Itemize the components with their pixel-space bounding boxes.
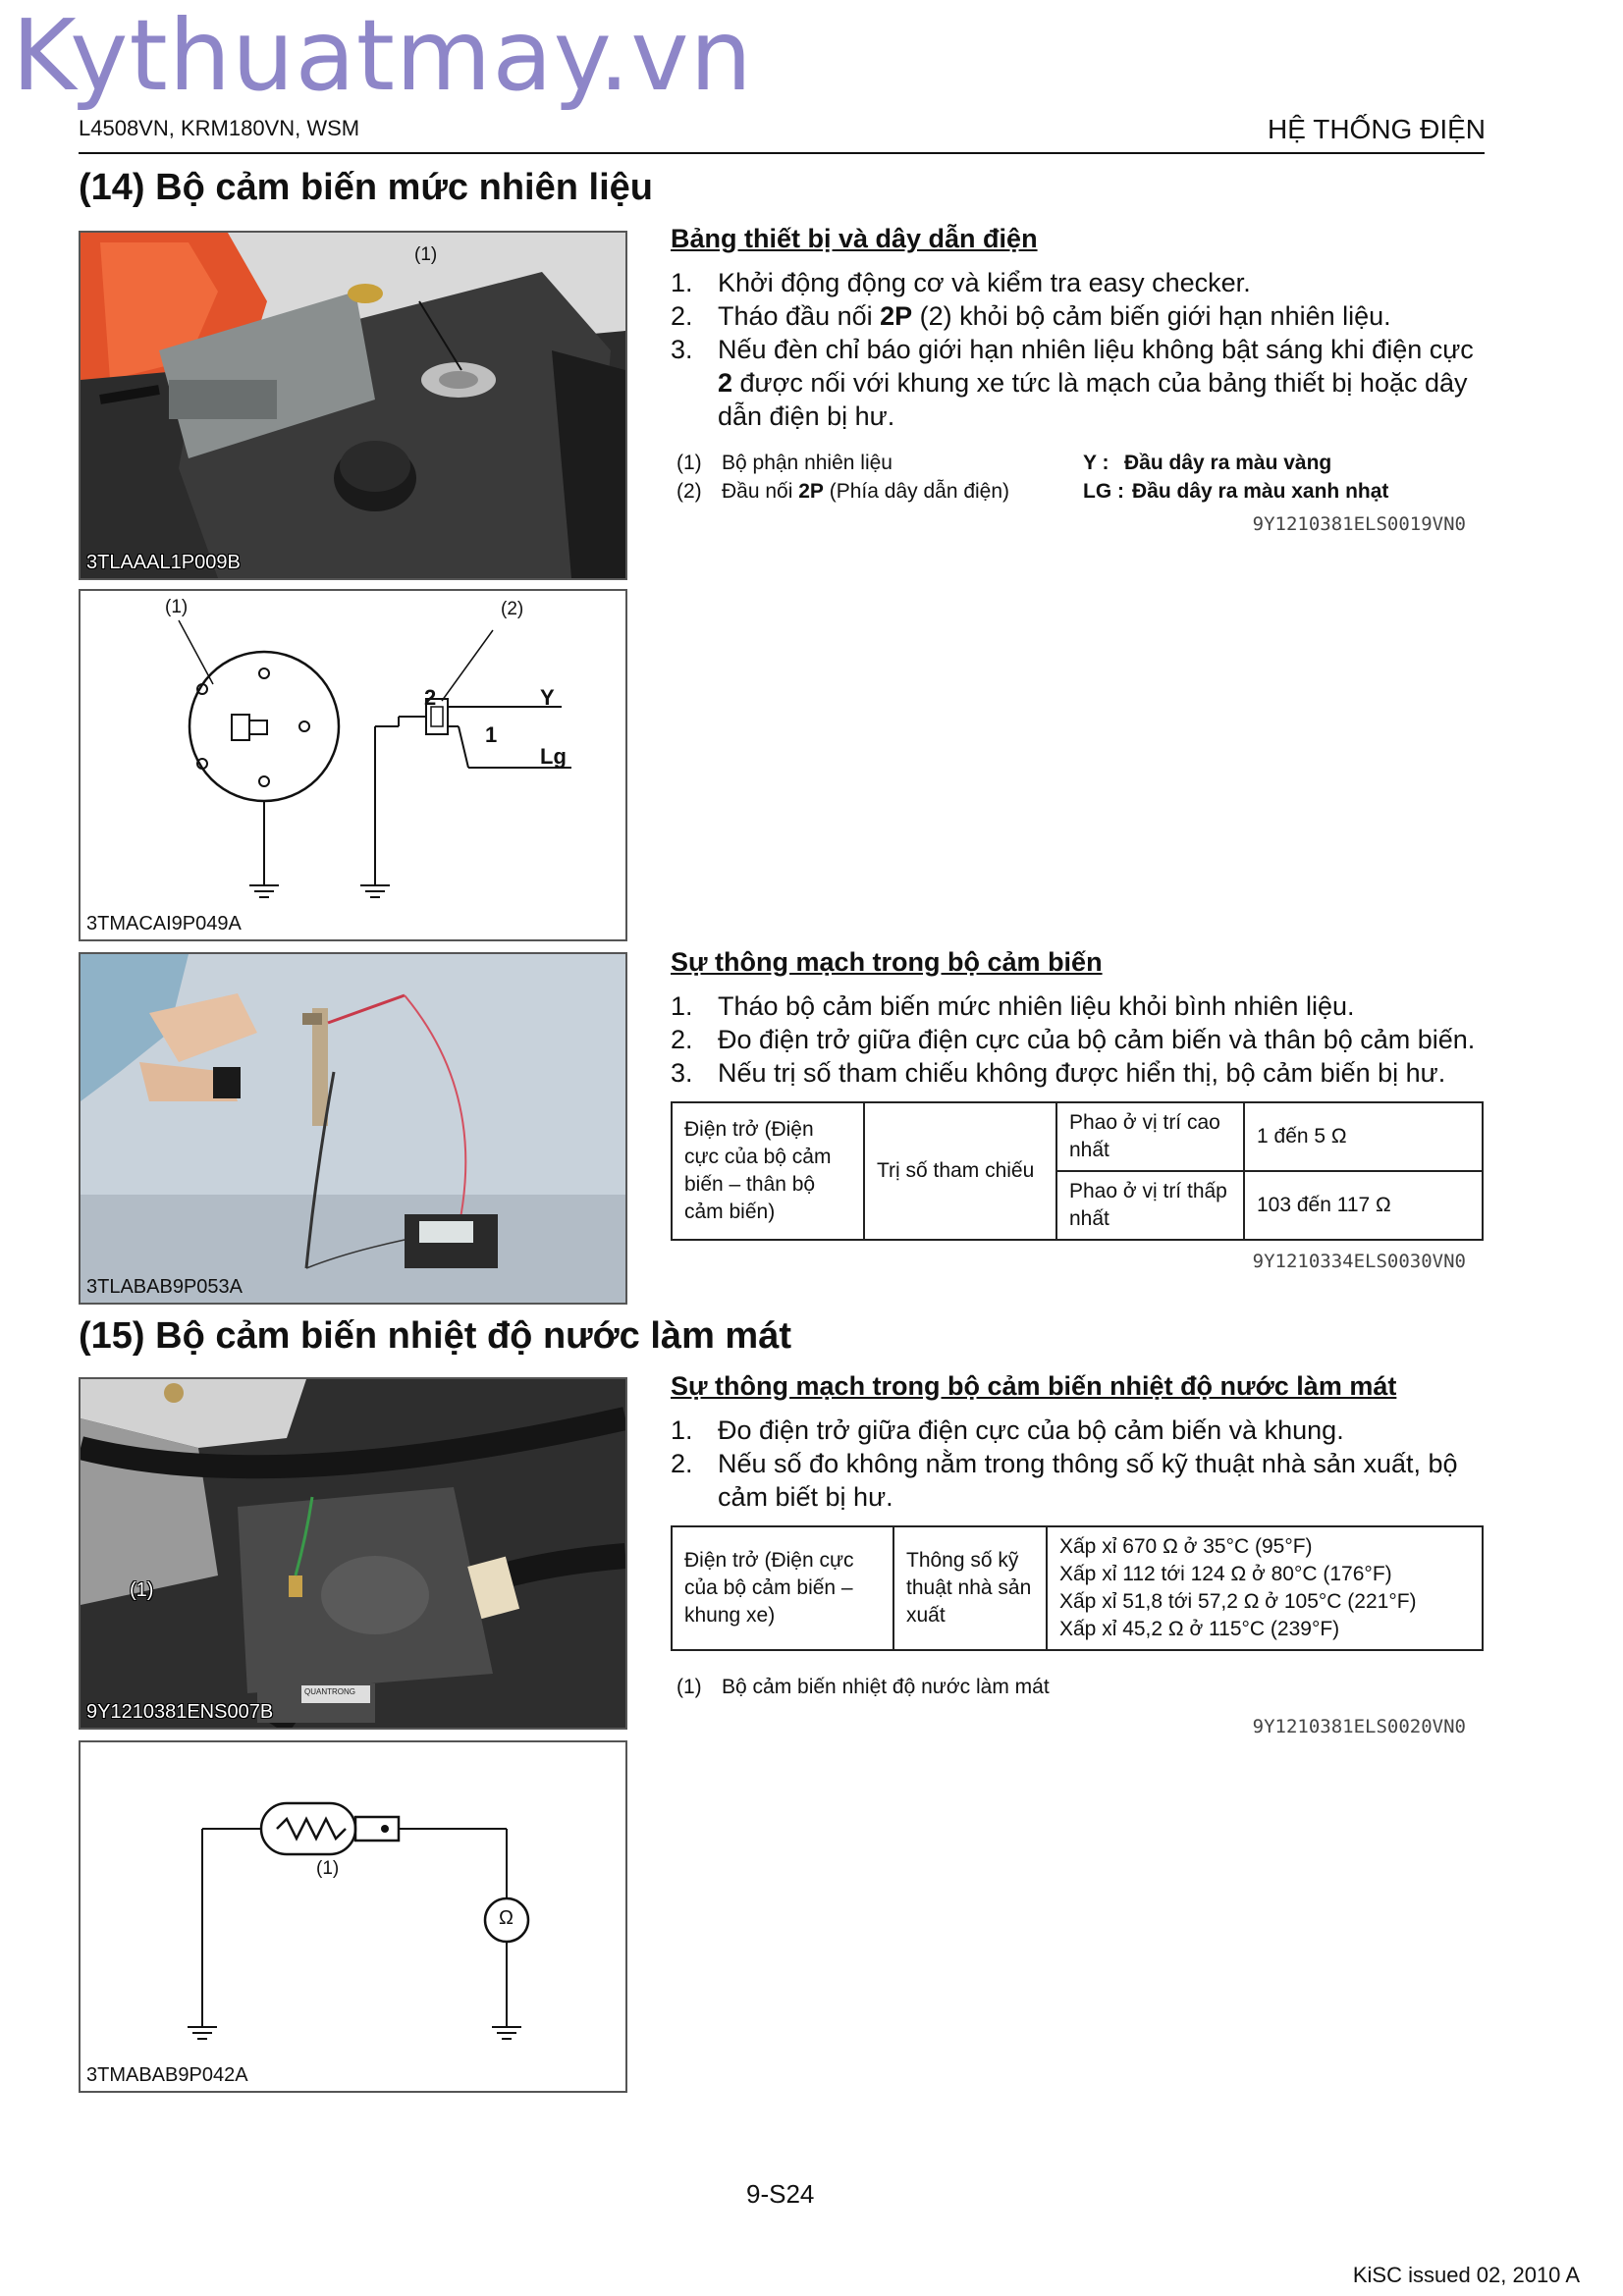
measurement-illustration (81, 954, 625, 1303)
spec-value: Xấp xỉ 670 Ω ở 35°C (95°F) (1059, 1535, 1313, 1558)
fuel-tank-callout-1: (1) (414, 244, 438, 265)
subsection-heading: Sự thông mạch trong bộ cảm biến (671, 947, 1103, 977)
step-item: 2. Tháo đầu nối 2P (2) khỏi bộ cảm biến giới hạn nhiên liệu. (671, 301, 1391, 331)
figure-legend (671, 449, 1486, 507)
coolant-sensor-schematic (79, 1740, 627, 2093)
coolant-sensor-photo (79, 1377, 627, 1730)
header-models: L4508VN, KRM180VN, WSM (79, 116, 360, 140)
issue-note: KiSC issued 02, 2010 A (1352, 2263, 1580, 2287)
legend-item: Bộ cảm biến nhiệt độ nước làm mát (722, 1676, 1050, 1698)
figure-code: 3TMABAB9P042A (86, 2064, 248, 2086)
step-item: 3. Nếu trị số tham chiếu không được hiển thị, bộ cảm biến bị hư. (671, 1058, 1446, 1088)
spec-value: Xấp xỉ 45,2 Ω ở 115°C (239°F) (1059, 1618, 1340, 1640)
coolant-sensor-illustration (81, 1379, 625, 1728)
step-item: 2. Đo điện trở giữa điện cực của bộ cảm biến và thân bộ cảm biến. (671, 1025, 1476, 1054)
step-item: 1. Khởi động động cơ và kiểm tra easy checker. (671, 268, 1251, 297)
fuel-sensor-wiring-diagram (79, 589, 627, 941)
table-cell: Điện trở (Điện cực của bộ cảm biến – khung xe) (672, 1526, 893, 1650)
table-cell: Trị số tham chiếu (864, 1102, 1056, 1240)
table-cell (1047, 1526, 1483, 1650)
coolant-sensor-circuit (81, 1742, 625, 2091)
wire-y-label: Y (540, 685, 555, 710)
figure-code: 9Y1210381ENS007B (86, 1701, 274, 1723)
header-rule (79, 152, 1485, 154)
table-cell: Điện trở (Điện cực của bộ cảm biến – thân bộ cảm biến) (672, 1102, 864, 1240)
fuel-tank-illustration (81, 233, 625, 578)
coolant-continuity-steps (671, 1414, 1486, 1514)
step-item: 3. Nếu đèn chỉ báo giới hạn nhiên liệu không bật sáng khi điện cực 2 được nối với khung xe tức là mạch của bảng thiết bị hoặc dây dẫn điện bị hư. (671, 335, 1474, 431)
step-item: 1. Tháo bộ cảm biến mức nhiên liệu khỏi bình nhiên liệu. (671, 991, 1355, 1021)
document-code: 9Y1210381ELS0019VN0 (1252, 513, 1466, 535)
legend-number: (1) (676, 452, 702, 474)
table-cell: Phao ở vị trí cao nhất (1056, 1102, 1244, 1171)
spec-value: Xấp xỉ 112 tới 124 Ω ở 80°C (176°F) (1059, 1563, 1392, 1585)
sensor-continuity-steps (671, 989, 1486, 1090)
wiring-callout-1: (1) (165, 597, 189, 617)
section-14-title: (14) Bộ cảm biến mức nhiên liệu (79, 167, 653, 208)
table-cell: Phao ở vị trí thấp nhất (1056, 1171, 1244, 1240)
legend-number: (1) (676, 1676, 702, 1698)
figure-code: 3TLABAB9P053A (86, 1276, 243, 1298)
legend-key: LG : (1083, 480, 1124, 503)
figure-legend (671, 1673, 1486, 1702)
sensor-continuity-block (671, 947, 1486, 1272)
document-code: 9Y1210381ELS0020VN0 (1252, 1716, 1466, 1737)
legend-number: (2) (676, 480, 702, 503)
table-cell: 1 đến 5 Ω (1244, 1102, 1483, 1171)
legend-item: Bộ phận nhiên liệu (722, 452, 893, 474)
ohmmeter-symbol: Ω (499, 1907, 514, 1929)
watermark-text: Kythuatmay.vn (12, 0, 753, 113)
sensor-tag-label: QUANTRONG (304, 1687, 355, 1696)
wire-lg-label: Lg (540, 744, 567, 769)
legend-item: Đầu dây ra màu vàng (1124, 452, 1332, 474)
sensor-measurement-photo (79, 952, 627, 1305)
spec-value: Xấp xỉ 51,8 tới 57,2 Ω ở 105°C (221°F) (1059, 1590, 1417, 1613)
table-cell: Thông số kỹ thuật nhà sản xuất (893, 1526, 1047, 1650)
subsection-heading: Sự thông mạch trong bộ cảm biến nhiệt độ nước làm mát (671, 1371, 1397, 1401)
legend-item: Đầu dây ra màu xanh nhạt (1132, 480, 1389, 503)
page-number: 9-S24 (746, 2179, 815, 2209)
terminal-1-label: 1 (485, 722, 498, 747)
table-cell: 103 đến 117 Ω (1244, 1171, 1483, 1240)
subsection-heading: Bảng thiết bị và dây dẫn điện (671, 224, 1038, 253)
instrument-panel-wiring-block (671, 224, 1486, 535)
fuel-tank-photo (79, 231, 627, 580)
coolant-sensor-spec-table (671, 1525, 1484, 1651)
legend-key: Y : (1083, 452, 1109, 474)
schematic-callout-1: (1) (316, 1858, 340, 1879)
header-chapter: HỆ THỐNG ĐIỆN (1268, 114, 1486, 144)
step-item: 1. Đo điện trở giữa điện cực của bộ cảm biến và khung. (671, 1415, 1344, 1445)
coolant-sensor-continuity-block (671, 1371, 1486, 1737)
figure-code: 3TMACAI9P049A (86, 913, 242, 934)
instrument-check-steps (671, 266, 1486, 433)
figure-code: 3TLAAAL1P009B (86, 552, 241, 573)
section-15-title: (15) Bộ cảm biến nhiệt độ nước làm mát (79, 1315, 791, 1357)
fuel-sensor-spec-table (671, 1101, 1484, 1241)
document-code: 9Y1210334ELS0030VN0 (1252, 1251, 1466, 1272)
coolant-sensor-callout-1: (1) (130, 1579, 154, 1601)
wiring-callout-2: (2) (501, 599, 524, 619)
legend-item: Đầu nối 2P (Phía dây dẫn điện) (722, 480, 1010, 503)
terminal-2-label: 2 (424, 685, 437, 710)
step-item: 2. Nếu số đo không nằm trong thông số kỹ thuật nhà sản xuất, bộ cảm biết bị hư. (671, 1449, 1458, 1512)
